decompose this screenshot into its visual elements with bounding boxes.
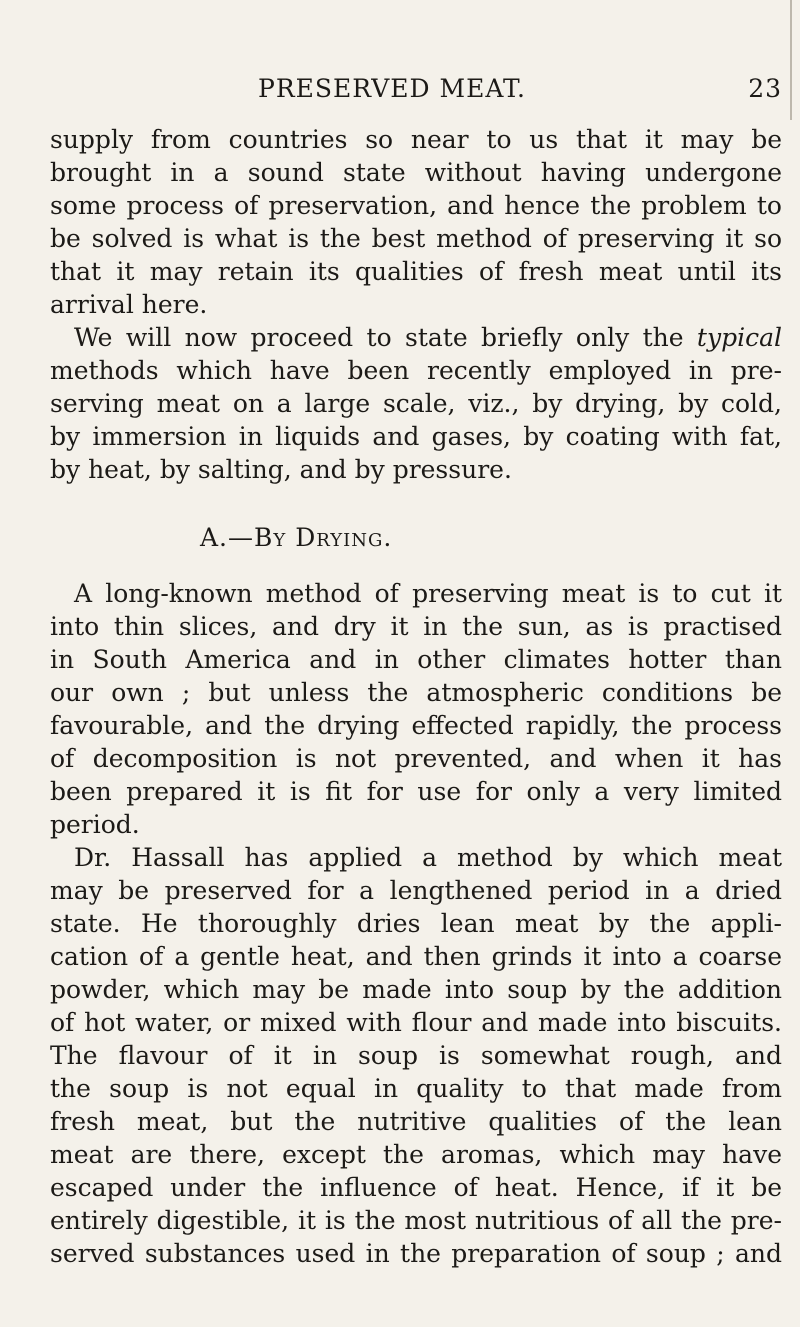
section-heading-text: A.—By Drying. xyxy=(200,523,393,552)
text-line: in South America and in other climates hotter than xyxy=(50,645,782,674)
text-line: entirely digestible, it is the most nutritious of all the pre- xyxy=(50,1206,782,1235)
paragraph-3 xyxy=(50,577,782,841)
text-line: some process of preservation, and hence the problem to xyxy=(50,191,782,220)
text-line: that it may retain its qualities of fresh meat until its xyxy=(50,257,782,286)
section-heading xyxy=(50,521,782,554)
text-line: by heat, by salting, and by pressure. xyxy=(50,455,512,484)
text-line: of hot water, or mixed with flour and made into biscuits. xyxy=(50,1008,782,1037)
body-text xyxy=(50,123,782,1270)
text-line: been prepared it is fit for use for only a very limited xyxy=(50,777,782,806)
text-run: We will now proceed to state briefly only the xyxy=(74,323,697,352)
text-line: the soup is not equal in quality to that made from xyxy=(50,1074,782,1103)
text-line: supply from countries so near to us that it may be xyxy=(50,125,782,154)
text-line: A long-known method of preserving meat is to cut it xyxy=(74,579,782,608)
running-title: PRESERVED MEAT. xyxy=(258,74,526,103)
paragraph-2 xyxy=(50,321,782,486)
text-line: served substances used in the preparation of soup ; and xyxy=(50,1239,782,1268)
text-line: The flavour of it in soup is somewhat rough, and xyxy=(50,1041,782,1070)
running-head xyxy=(0,70,800,110)
text-line: our own ; but unless the atmospheric conditions be xyxy=(50,678,782,707)
italic-typical: typical xyxy=(696,323,782,352)
text-line: cation of a gentle heat, and then grinds it into a coarse xyxy=(50,942,782,971)
text-line: may be preserved for a lengthened period in a dried xyxy=(50,876,782,905)
page-edge-rule xyxy=(790,0,792,120)
text-line: brought in a sound state without having undergone xyxy=(50,158,782,187)
text-line: arrival here. xyxy=(50,290,208,319)
text-line: powder, which may be made into soup by the addition xyxy=(50,975,782,1004)
text-line: period. xyxy=(50,810,140,839)
text-line: escaped under the influence of heat. Hence, if it be xyxy=(50,1173,782,1202)
text-line: Dr. Hassall has applied a method by which meat xyxy=(74,843,782,872)
page-number: 23 xyxy=(748,74,782,103)
text-line: meat are there, except the aromas, which may have xyxy=(50,1140,782,1169)
text-line: methods which have been recently employed in pre- xyxy=(50,356,782,385)
text-line: state. He thoroughly dries lean meat by the appli- xyxy=(50,909,782,938)
paragraph-1 xyxy=(50,123,782,321)
text-line: be solved is what is the best method of preserving it so xyxy=(50,224,782,253)
paragraph-4 xyxy=(50,841,782,1270)
text-line: serving meat on a large scale, viz., by drying, by cold, xyxy=(50,389,782,418)
text-line: into thin slices, and dry it in the sun, as is practised xyxy=(50,612,782,641)
text-line: by immersion in liquids and gases, by coating with fat, xyxy=(50,422,782,451)
text-line: fresh meat, but the nutritive qualities of the lean xyxy=(50,1107,782,1136)
text-line: of decomposition is not prevented, and when it has xyxy=(50,744,782,773)
text-line xyxy=(50,321,782,354)
text-line: favourable, and the drying effected rapidly, the process xyxy=(50,711,782,740)
